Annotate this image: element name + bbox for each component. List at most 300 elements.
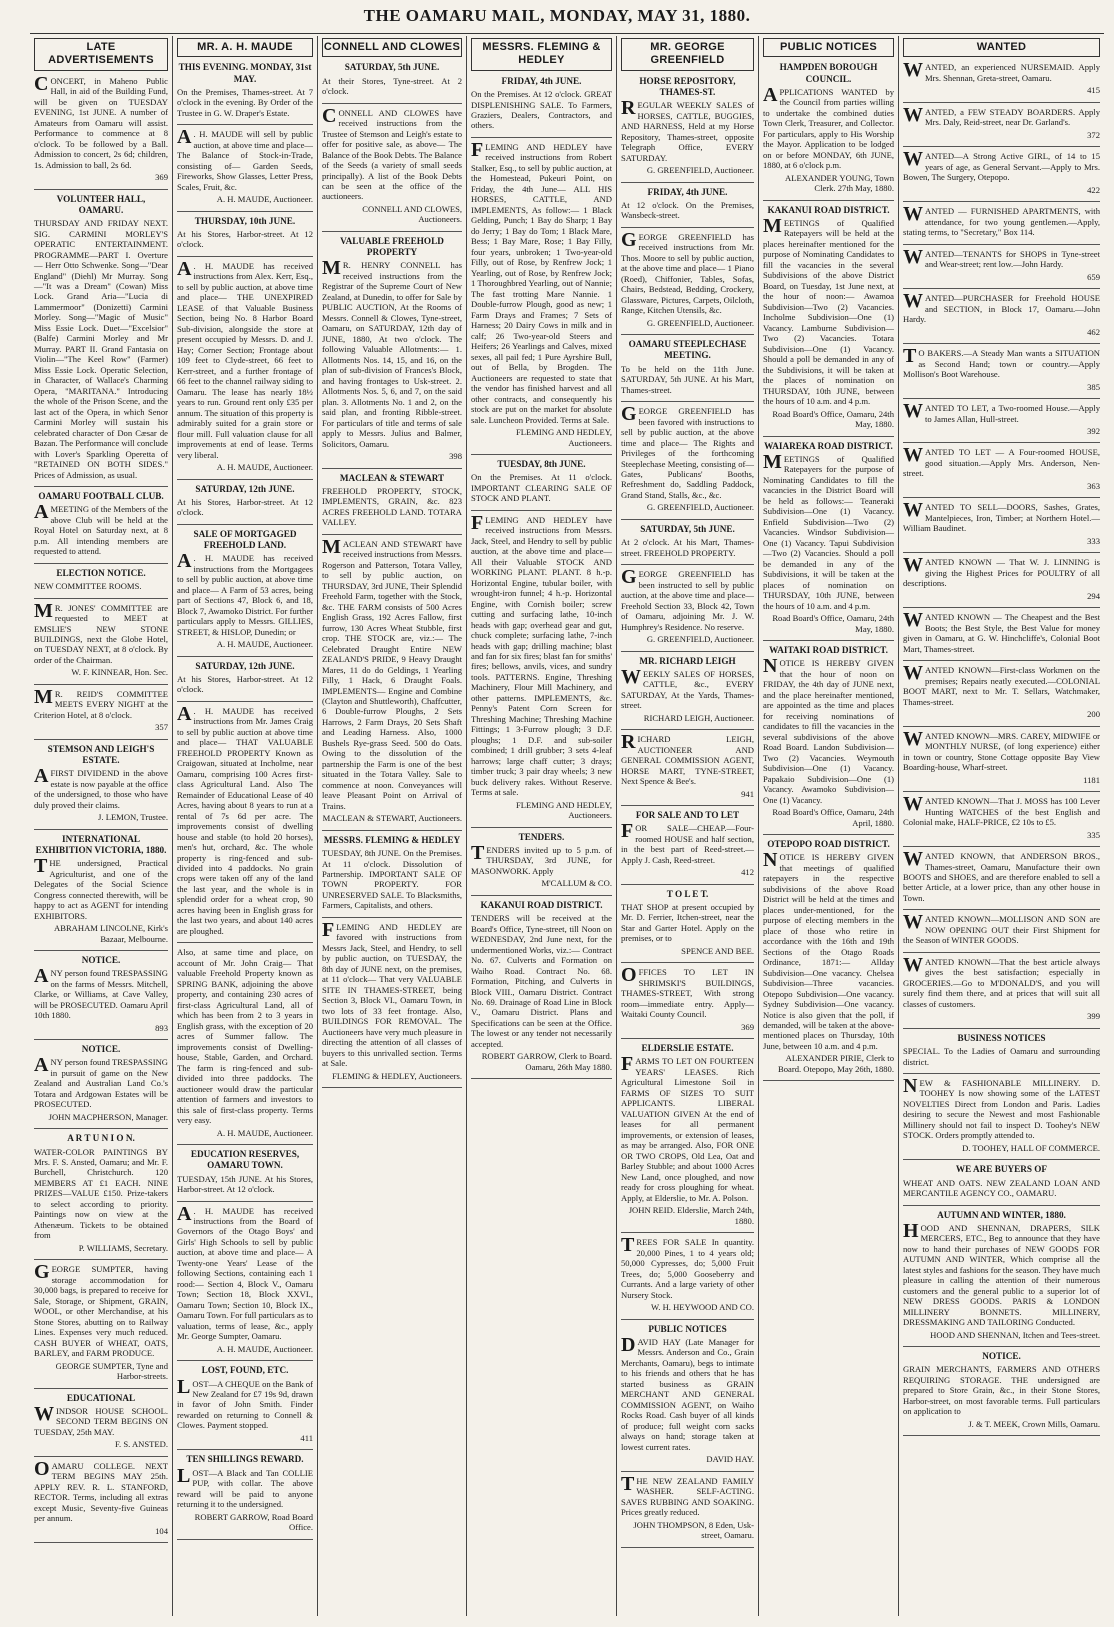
ad-text: TUESDAY, 15th JUNE. At his Stores, Harbor-street. At 12 o'clock. — [177, 1173, 313, 1195]
ad-separator — [34, 486, 168, 487]
ad-text: FFICES TO LET IN SHRIMSKI'S BUILDINGS, THAMES-STREET, With strong room—immediate entry. Apply—Waitaki County Council. — [621, 967, 754, 1020]
ad-signature: 415 — [1087, 85, 1100, 96]
ad-body — [763, 655, 894, 805]
drop-cap: T — [471, 841, 485, 864]
ad-text: LEMING AND HEDLEY are favored with instructions from Messrs Jack, Steel, and Hendry, to sell by public auction, on TUESDAY, the 8th day of JUNE next, on the premises, at 11 o'clock— That very VALUABLE SITE IN THAMES-STREET, being Section 3, Block VI., Oamaru Town, in two lots of 33 feet frontage. Also, BUILDINGS FOR REMOVAL. The Auctioneers have very much pleasure in directing the attention of all classes of buyers to this unrivalled section. Terms at Sale. — [322, 921, 462, 1069]
ad-separator — [177, 701, 313, 702]
ad-separator — [34, 684, 168, 685]
ad-text: . H. MAUDE has received instructions from the Mortgagees to sell by public auction, at above time and place— A Farm of 53 acres, being part of Sections 47, Block 6, and 18, Block 7, Awamoko District. For further particulars apply to Messrs. GILLIES, STREET, & HISLOP, Dunedin; or — [177, 553, 313, 637]
ad-body — [34, 599, 168, 666]
ad-text: FIRST DIVIDEND in the above estate is now payable at the office of the undersigned, to those who have duly proved their claims. — [34, 768, 168, 810]
advertisement — [177, 947, 313, 1138]
drop-cap: W — [903, 290, 923, 313]
ad-text: ONNELL AND CLOWES have received instructions from the Trustee of Stemson and Leigh's estate to offer for positive sale, as above— The Balance of the Book Debts. The Balance of the Seeds (a variety of small seeds principally). A list of the Book Debts can be seen at the office of the auctioneers. — [322, 107, 462, 202]
ad-separator — [903, 726, 1100, 727]
ad-title: WAIAREKA ROAD DISTRICT. — [764, 440, 893, 451]
advertisement — [322, 835, 462, 911]
ad-body — [763, 214, 894, 407]
ad-text: ANTED KNOWN — That W. J. LINNING is giving the Highest Prices for POULTRY of all descriptions. — [903, 557, 1100, 589]
ad-body — [621, 97, 754, 163]
ad-title: A R T U N I O N. — [67, 1133, 135, 1144]
drop-cap: T — [621, 1234, 635, 1257]
ad-text: OR SALE—CHEAP.—Four-roomed HOUSE and half section, in the best part of Reed-street.—Apply J. Cash, Reed-street. — [621, 823, 754, 865]
drop-cap: O — [34, 1457, 50, 1480]
ad-title: MESSRS. FLEMING & HEDLEY — [323, 834, 461, 845]
ad-signature: 335 — [1087, 829, 1100, 840]
ad-text: At 12 o'clock. On the Premises, Wansbeck-street. — [621, 199, 754, 221]
ad-body — [34, 72, 168, 170]
drop-cap: L — [177, 1375, 191, 1398]
ad-separator — [621, 1232, 754, 1233]
ad-text: OTICE IS HEREBY GIVEN that meetings of qualified ratepayers in the respective subdivisions of the above Road District will be held at the times and places under-mentioned, for the purpose of electing members in the place of those who retire in accordance with the 16th and 19th Sections of the Otago Roads Ordinance, 1871:— Allday Subdivision—One vacancy. Chelsea Subdivision—Three vacancies. Otepopo Subdivision—One vacancy. Sydney Subdivision—One vacancy. Notice is also given that the poll, if demanded, will be taken at the above-mentioned places on Thursday, 10th June, between 10 a.m. and 4 p.m. — [763, 852, 894, 1051]
ad-separator — [322, 231, 462, 232]
ad-title: TEN SHILLINGS REWARD. — [186, 1454, 304, 1465]
ad-body — [903, 345, 1100, 380]
ad-separator — [177, 211, 313, 212]
ad-text: WATER-COLOR PAINTINGS BY Mrs. F. S. Ansted, Oamaru; and Mr. F. Burchell, Christchurch. 120 MEMBERS AT £1 EACH. NINE PRIZES—VALUE £150. Prize-takers to select according to priority. Paintings now on view at the Athenæum. Tickets to be obtained from — [34, 1146, 168, 1241]
drop-cap: W — [903, 911, 923, 934]
ad-text: On the Premises, Thames-street. At 7 o'clock in the evening. By Order of the Trustee in G. W. Draper's Estate. — [177, 86, 313, 118]
advertisement — [471, 511, 612, 821]
ad-body — [621, 1333, 754, 1452]
ad-text: OTICE IS HEREBY GIVEN that the hour of noon on FRIDAY, the 4th day of JUNE next, and the place hereinafter mentioned, are appointed as the time and places for receiving nominations of candidates to fill the vacancies in the several subdivisions of the above Road Board. Landon Subdivision—Two (2) Vacancies. Weymouth Subdivision—One (1) Vacancy. Papakaio Subdivision—One (1) Vacancy. Awamoko Subdivision—One (1) Vacancy. — [763, 658, 894, 805]
ad-title: THURSDAY, 10th JUNE. — [194, 215, 296, 226]
advertisement — [177, 1202, 313, 1355]
ad-body — [621, 364, 754, 395]
advertisement — [621, 1324, 754, 1465]
advertisement — [34, 1261, 168, 1382]
ad-text: ANTED TO LET, a Two-roomed House.—Apply to James Allan, Hull-street. — [925, 403, 1100, 424]
ad-text: ANTED—A Strong Active GIRL, of 14 to 15 years of age, as General Servant.—Apply to Mrs. Bowen, The Surgery, Otepopo. — [903, 151, 1100, 183]
ad-separator — [903, 660, 1100, 661]
ad-body — [903, 290, 1100, 325]
drop-cap: W — [903, 609, 923, 632]
column-3 — [317, 36, 466, 1616]
ad-signature: 369 — [155, 172, 168, 183]
drop-cap: W — [903, 848, 923, 871]
ad-signature: MACLEAN & STEWART, Auctioneers. — [322, 813, 462, 824]
ad-separator — [621, 401, 754, 402]
drop-cap: R — [621, 731, 636, 754]
ad-title: OTEPOPO ROAD DISTRICT. — [767, 839, 890, 850]
ad-separator — [34, 1128, 168, 1129]
ad-text: O BAKERS.—A Steady Man wants a SITUATION as Second Hand; town or country.—Apply Mollison's Boot Warehouse. — [903, 348, 1100, 380]
ad-text: At 2 o'clock. At his Mart, Thames-street. FREEHOLD PROPERTY. — [621, 537, 754, 558]
ad-signature: D. TOOHEY, HALL OF COMMERCE. — [962, 1142, 1100, 1153]
drop-cap: W — [903, 727, 923, 750]
ad-text: WHEAT AND OATS. NEW ZEALAND LOAN AND MERCANTILE AGENCY CO., OAMARU. — [903, 1177, 1100, 1199]
advertisement — [621, 566, 754, 645]
ad-signature: Road Board's Office, Oamaru, 24th April, 1880. — [772, 807, 894, 828]
drop-cap: A — [177, 702, 192, 725]
ad-text: THURSDAY AND FRIDAY NEXT. SIG. CARMINI MORLEY'S OPERATIC ENTERTAINMENT. PROGRAMME—PART I. Overture — Herr Otto Schwenke. Song—"Dear England" (Diehl) Mr Murray. Song—"It was a Dream" (Cowan) Miss Lock. Grand Aria—"Lucia di Lammermoor" (Donizetti) Carmini Morley. Song—"Magic of Music" Miss Essie Lock. Duet—"Excelsior" (Balfe) Carmini Morley and Mr Murray. PART II. Grand Fantasia on Violin—"The Keel Row" (Farmer) Miss Essie Lock. Operatic Selection, in Character, of Wallace's Charming Opera, "MARITANA." Introducing the whole of the Prison Scene, and the last act of the Opera, in which Senor Carmini Morley will sustain his celebrated character of Don Cæsar de Bazan. The Performance will conclude with Lover's Sparkling Operetta of "RETAINED ON BOTH SIDES." Prices of Admission, as usual. — [34, 218, 168, 480]
ad-separator — [903, 398, 1100, 399]
ad-signature: 941 — [741, 788, 754, 799]
ad-title: OAMARU FOOTBALL CLUB. — [38, 491, 164, 502]
ad-signature: CONNELL AND CLOWES, Auctioneers. — [362, 203, 462, 225]
ad-separator — [763, 834, 894, 835]
advertisement — [34, 744, 168, 823]
ad-body — [471, 138, 612, 425]
ad-signature: G. GREENFIELD, Auctioneer. — [646, 502, 754, 513]
advertisement — [177, 1454, 313, 1532]
ad-body — [34, 581, 168, 591]
drop-cap: W — [621, 665, 641, 688]
ad-separator — [621, 1547, 754, 1548]
ad-signature: 411 — [300, 1432, 313, 1443]
drop-cap: N — [763, 849, 778, 872]
ad-title: ELDERSLIE ESTATE. — [641, 1043, 734, 1054]
ad-body — [903, 554, 1100, 589]
ad-signature: 363 — [1087, 480, 1100, 491]
ad-separator — [471, 510, 612, 511]
ad-signature: J. & T. MEEK, Crown Mills, Oamaru. — [968, 1418, 1100, 1429]
ad-body — [903, 911, 1100, 946]
ad-title: STEMSON AND LEIGH'S ESTATE. — [47, 743, 155, 766]
ad-separator — [621, 884, 754, 885]
ad-separator — [621, 1319, 754, 1320]
ad-body — [322, 76, 462, 97]
ad-signature: 357 — [155, 722, 168, 733]
ad-title: SATURDAY, 12th JUNE. — [195, 483, 295, 494]
ad-body — [621, 1472, 754, 1518]
advertisement — [322, 104, 462, 225]
drop-cap: M — [763, 450, 782, 473]
ad-body — [177, 497, 313, 518]
ad-text: ANTED KNOWN—First-class Workmen on the premises; Repairs neatly executed.—COLONIAL BOOT MART, next to Mr. T. Sellars, Watchmaker, Thames-street. — [903, 665, 1100, 707]
advertisement — [903, 400, 1100, 436]
column-4 — [466, 36, 616, 1616]
advertisement — [763, 645, 894, 828]
ad-text: REES FOR SALE In quantity. 20,000 Pines, 1 to 4 years old; 50,000 Cypresses, do; 5,000 Fruit Trees, do; 5,000 Gooseberry and Currants. And a large variety of other Nursery Stock. — [621, 1237, 754, 1300]
ad-body — [903, 400, 1100, 424]
ad-separator — [471, 1078, 612, 1079]
ad-separator — [177, 656, 313, 657]
ad-separator — [621, 651, 754, 652]
ad-text: OST—A Black and Tan COLLIE PUP, with collar. The above reward will be paid to anyone returning it to the undersigned. — [177, 1467, 313, 1510]
ad-separator — [903, 1073, 1100, 1074]
column-heading: MR. A. H. MAUDE — [177, 38, 313, 57]
ad-text: ANTED KNOWN — The Cheapest and the Best Boots; the Best Style, the Best Value for money given in Oamaru, at G. W. Hinchcliffe's, Colonial Boot Mart, Thames-street. — [903, 612, 1100, 654]
ad-body — [903, 245, 1100, 270]
advertisement — [763, 839, 894, 1074]
column-2 — [172, 36, 317, 1616]
ad-body — [903, 444, 1100, 479]
ad-title: HORSE REPOSITORY, THAMES-ST. — [639, 75, 736, 98]
ad-text: EORGE GREENFIELD has been instructed to sell by public auction, at the above time and place— Freehold Section 33, Block 42, Town of Oamaru, adjoining Mr. J. W. Humphrey's Residence. No reserve. — [621, 569, 754, 632]
ad-signature: A. H. MAUDE, Auctioneer. — [216, 639, 313, 650]
ad-body — [621, 228, 754, 316]
ad-text: ANTED, a FEW STEADY BOARDERS. Apply Mrs. Daly, Reid-street, near Dr. Garland's. — [925, 106, 1100, 128]
ad-separator — [903, 1205, 1100, 1206]
ad-body — [621, 200, 754, 221]
advertisement — [34, 955, 168, 1033]
ad-separator — [903, 1435, 1100, 1436]
ad-title: WE ARE BUYERS OF — [955, 1164, 1048, 1175]
ad-body — [903, 727, 1100, 773]
ad-separator — [903, 607, 1100, 608]
ad-body — [34, 1261, 168, 1359]
advertisement — [34, 1044, 168, 1122]
ad-signature: DAVID HAY. — [706, 1454, 754, 1465]
ad-body — [34, 1054, 168, 1110]
ad-signature: G. GREENFIELD, Auctioneer. — [646, 165, 754, 176]
ad-text: NY person found TRESPASSING in pursuit of game on the New Zealand and Australian Land Co.'s Totara and Ardgowan Estates will be PROSECUTED. — [34, 1057, 168, 1110]
advertisement — [177, 216, 313, 250]
drop-cap: D — [621, 1333, 636, 1356]
ad-body — [903, 59, 1100, 83]
ad-signature: F. S. ANSTED. — [114, 1439, 168, 1450]
advertisement — [177, 126, 313, 205]
ad-body — [621, 403, 754, 500]
ad-signature: JOHN THOMPSON, 8 Eden, Usk-street, Oamaru. — [633, 1519, 754, 1541]
ad-body — [903, 793, 1100, 828]
ad-signature: G. GREENFIELD, Auctioneer. — [646, 317, 754, 328]
ad-separator — [621, 334, 754, 335]
ad-separator — [903, 552, 1100, 553]
advertisement — [903, 148, 1100, 195]
advertisement — [322, 535, 462, 824]
advertisement — [903, 245, 1100, 282]
ad-signature: 893 — [155, 1022, 168, 1033]
ad-body — [34, 1402, 168, 1437]
drop-cap: W — [903, 662, 923, 685]
ad-signature: FLEMING & HEDLEY, Auctioneers. — [332, 1070, 462, 1081]
ad-text: At his Stores, Harbor-street. At 12 o'clock. — [177, 228, 313, 250]
ad-body — [322, 257, 462, 449]
drop-cap: M — [322, 257, 341, 280]
ad-signature: W. H. HEYWOOD AND CO. — [650, 1302, 754, 1313]
advertisement — [903, 103, 1100, 140]
drop-cap: A — [763, 83, 778, 106]
ad-title: INTERNATIONAL EXHIBITION VICTORIA, 1880. — [35, 833, 167, 855]
ad-separator — [903, 1346, 1100, 1347]
ad-title: THIS EVENING. MONDAY, 31st MAY. — [178, 62, 312, 84]
ad-separator — [903, 288, 1100, 289]
ad-title: TUESDAY, 8th JUNE. — [497, 459, 586, 470]
ad-text: R. REID'S COMMITTEE MEETS EVERY NIGHT at the Criterion Hotel, at 8 o'clock. — [34, 688, 168, 720]
ad-separator — [177, 1539, 313, 1540]
advertisement — [471, 138, 612, 448]
ad-separator — [34, 189, 168, 190]
ad-separator — [903, 1028, 1100, 1029]
drop-cap: M — [322, 535, 341, 558]
column-heading: PUBLIC NOTICES — [763, 38, 894, 57]
ad-separator — [903, 909, 1100, 910]
ad-body — [621, 902, 754, 944]
ad-signature: HOOD AND SHENNAN, Itchen and Tees-street. — [930, 1329, 1100, 1340]
ad-body — [322, 535, 462, 812]
ad-text: ANTED KNOWN—MOLLISON AND SON are NOW OPENING OUT their First Shipment for the Season of WINTER GOODS. — [903, 914, 1100, 946]
ad-separator — [34, 563, 168, 564]
advertisement — [903, 848, 1100, 903]
column-heading: MR. GEORGE GREENFIELD — [621, 38, 754, 71]
ad-body — [621, 820, 754, 865]
advertisement — [621, 889, 754, 957]
drop-cap: N — [903, 1074, 918, 1097]
advertisement — [763, 205, 894, 430]
ad-body — [177, 947, 313, 1125]
advertisement — [177, 257, 313, 473]
advertisement — [903, 953, 1100, 1022]
ad-body — [34, 685, 168, 720]
ad-title: WAITAKI ROAD DISTRICT. — [769, 645, 888, 656]
ad-signature: 398 — [449, 451, 462, 462]
ad-text: EETINGS of Qualified Ratepayers for the purpose of Nominating Candidates to fill the vacancies in the District Board will be held as follows:— Teaneraki Subdivision—One (1) Vacancy. Enfield Subdivision—Two (2) Vacancies. Windsor Subdivision—One (1) Vacancy. Tapui Subdivision—Two (2) Vacancies. Should a poll be demanded in any of the Subdivisions, it will be taken at the places of nomination on THURSDAY, 10th JUNE, between the hours of 10 a.m. and 4 p.m. — [763, 453, 894, 611]
ad-body — [903, 148, 1100, 183]
ad-signature: J. LEMON, Trustee. — [98, 812, 168, 823]
ad-text: ANTED KNOWN—That J. MOSS has 100 Lever Hunting WATCHES of the best English and Colonial make, HALF-PRICE, £2 10s to £5. — [903, 796, 1100, 828]
ad-body — [903, 1364, 1100, 1416]
ad-text: EETINGS of Qualified Ratepayers will be held at the places hereinafter mentioned for the purpose of Nominating Candidates to fill the vacancies in the several Subdivisions of the above District Board, on Tuesday, 1st June next, at the hour of noon:— Awamoa Subdivision—Two (2) Vacancies. Incholme Subdivision—One (1) Vacancy. Lamburne Subdivision—Two (2) Vacancies. Totara Subdivision—One (1) Vacancy. Should a poll be demanded in any of the Subdivisions, it will be taken at the places of nomination on THURSDAY, 10th JUNE, between the hours of 10 a.m. and 4 p.m. — [763, 217, 894, 407]
ad-body — [903, 662, 1100, 707]
ad-signature: 385 — [1087, 381, 1100, 392]
ad-body — [763, 450, 894, 611]
ad-signature: ROBERT GARROW, Road Board Office. — [194, 1511, 313, 1533]
ad-text: On the Premises. At 11 o'clock. IMPORTANT CLEARING SALE OF STOCK AND PLANT. — [471, 472, 612, 504]
ad-text: ANTED KNOWN, that ANDERSON BROS., Thames-street, Oamaru, Manufacture their own BOOTS and SHOES, and are therefore enabled to sell a better Article, at a lower price, than any other house in Town. — [903, 851, 1100, 903]
drop-cap: A — [34, 501, 49, 524]
drop-cap: L — [177, 1464, 191, 1487]
ad-signature: 1181 — [1083, 774, 1100, 785]
advertisement — [903, 499, 1100, 546]
ad-body — [34, 855, 168, 921]
ad-text: ANTED—TENANTS for SHOPS in Tyne-street and Wear-street; rent low.—John Hardy. — [925, 248, 1100, 270]
ad-separator — [471, 827, 612, 828]
advertisement — [903, 1033, 1100, 1067]
ad-text: . H. MAUDE has received instructions from Mr. James Craig to sell by public auction at above time and place— THAT VALUABLE FREEHOLD PROPERTY Known as Craigowan, situated at Incholme, near Oamaru, comprising 100 Acres first-class Agricultural Land. Also The Remainder of Educational Lease of 40 Acres, having about 8 years to run at a rental of 7s 6d per acre. The improvements consist of dwelling house and stable (to hold 20 horses), men's hut, orchard, &c. The whole property is ring-fenced and sub-divided into 4 paddocks. No grain crops were taken off any of the land the last year, and the whole is in splendid order for a wheat crop, 90 acres having been in English grass for the last two years, and about 140 acres are ploughed. — [177, 705, 313, 936]
ad-body — [621, 537, 754, 558]
ad-body — [177, 126, 313, 192]
ad-separator — [621, 962, 754, 963]
advertisement — [903, 662, 1100, 720]
drop-cap: F — [322, 918, 335, 941]
advertisement — [903, 1351, 1100, 1429]
ad-body — [903, 499, 1100, 534]
ad-separator — [34, 1259, 168, 1260]
ad-body — [177, 1464, 313, 1510]
advertisement — [621, 524, 754, 558]
column-6 — [758, 36, 898, 1616]
ad-signature: FLEMING AND HEDLEY, Auctioneers. — [515, 427, 612, 448]
advertisement — [621, 1043, 754, 1226]
ad-separator — [471, 454, 612, 455]
ad-body — [34, 1147, 168, 1241]
ad-signature: A. H. MAUDE, Auctioneer. — [216, 462, 313, 473]
ad-text: LEMING AND HEDLEY have received instructions from Robert Stalker, Esq., to sell by public auction, at the Homestead, Pukeuri Point, on Friday, the 4th June— ALL HIS HORSES, CATTLE, AND IMPLEMENTS, As follow:— 1 Black Gelding, Punch; 1 Bay do Sharp; 1 Bay do Jerry; 1 Bay do Tom; 1 Black Mare, Bess; 1 Bay Mare, Rose; 1 Bay Filly, four years, unbroken; 1 Two-year-old Filly, out of Rose, by Renfrew Jock; 1 Yearling, out of Rose, by Renfrew Jock; 1 Thoroughbred Yearling, out of Nannie; The fast trotting Mare Nannie. 1 Double-furrow Plough, good as new; 1 Farm Drays and Frames; 7 Sets of Harness; 20 Dairy Cows in milk and in calf; 26 Two-year-old Steers and Heifers; 26 Yearlings and Calves, mixed sexes, all pail fed; 1 Pure Ayrshire Bull, out of Bella, by Brogden. The Auctioneers are requested to state that the vendor has finished harvest and all other contracts, and consequently his stock are put on the market for absolute sale. Luncheon Provided. Terms at Sale. — [471, 141, 612, 425]
advertisement — [471, 832, 612, 889]
ad-body — [621, 964, 754, 1020]
drop-cap: A — [177, 550, 192, 573]
ad-text: . H. MAUDE has received instructions from Alex. Kerr, Esq., to sell by public auction, at above time and place— THE UNEXPIRED LEASE of that Valuable Business Section, being No. 8 Harbor Board Sub-division, alongside the store at present occupied by Messrs. D. and J. Hay; Corner Section; Frontage about 109 feet to Clyde-street, 66 feet to Kerr-street, and a further frontage of 66 feet to the channel railway siding to Oamaru. The lease has nearly 18½ years to run. Ground rent only £35 per annum. The situation of this property is admirably suited for a grain store or flour mill. Full valuation clause for all improvements at end of lease. Terms very liberal. — [177, 260, 313, 460]
ad-title: SALE OF MORTGAGED FREEHOLD LAND. — [193, 528, 297, 550]
ad-body — [471, 89, 612, 131]
drop-cap: M — [34, 599, 53, 622]
ad-separator — [763, 200, 894, 201]
advertisement — [903, 345, 1100, 392]
advertisement — [34, 1393, 168, 1450]
ad-title: PUBLIC NOTICES — [648, 1323, 727, 1334]
ad-title: NOTICE. — [982, 1351, 1021, 1362]
ad-text: ENDERS invited up to 5 p.m. of THURSDAY, 3rd JUNE, for MASONWORK. Apply — [471, 844, 612, 876]
ad-signature: RICHARD LEIGH, Auctioneer. — [643, 712, 754, 723]
ad-separator — [177, 942, 313, 943]
ad-separator — [763, 436, 894, 437]
advertisement — [903, 1074, 1100, 1153]
ad-text: EORGE SUMPTER, having storage accommodation for 30,000 bags, is prepared to receive for Sale, Storage, or Shipment, GRAIN, WOOL, or other Merchandise, at his Stone Stores, abutting on to Railway Lines. Expenses very much reduced. CASH BUYER of WHEAT, OATS, BARLEY, and FARM PRODUCE. — [34, 1264, 168, 1359]
ad-body — [471, 511, 612, 798]
ad-text: FREEHOLD PROPERTY, STOCK, IMPLEMENTS, GRAIN, &c. 823 ACRES FREEHOLD LAND. TOTARA VALLEY. — [322, 485, 462, 528]
advertisement — [621, 228, 754, 328]
advertisement — [34, 568, 168, 592]
ad-signature: ALEXANDER PIRIE, Clerk to Board. Otepopo, May 26th, 1880. — [777, 1053, 894, 1074]
ad-body — [471, 841, 612, 876]
column-7 — [898, 36, 1104, 1616]
drop-cap: W — [903, 59, 923, 82]
ad-separator — [903, 952, 1100, 953]
drop-cap: A — [177, 126, 192, 149]
ad-text: On the Premises. At 12 o'clock. GREAT DISPLENISHING SALE. To Farmers, Graziers, Dealers, Contractors, and others. — [471, 89, 612, 131]
ad-separator — [34, 1388, 168, 1389]
ad-text: ANTED—PURCHASER for Freehold HOUSE and SECTION, in Block 17, Oamaru.—John Hardy. — [903, 293, 1100, 325]
ad-text: R. JONES' COMMITTEE are requested to MEET at EMSLIE'S NEW STONE BUILDINGS, next the Globe Hotel, on TUESDAY NEXT, at 8 o'clock. By order of the Chairman. — [34, 602, 168, 665]
ad-text: ANTED TO SELL—DOORS, Sashes, Grates, Mantelpieces, Iron, Timber; at Northern Hotel.—William Baudinet. — [903, 502, 1100, 534]
ad-title: HAMPDEN BOROUGH COUNCIL. — [779, 62, 878, 84]
ad-separator — [763, 1080, 894, 1081]
advertisement — [34, 599, 168, 678]
ad-separator — [34, 739, 168, 740]
advertisement — [322, 473, 462, 528]
ad-title: AUTUMN AND WINTER, 1880. — [937, 1209, 1066, 1220]
ad-separator — [34, 829, 168, 830]
drop-cap: W — [903, 953, 923, 976]
ad-title: EDUCATIONAL — [66, 1392, 136, 1403]
advertisement — [177, 661, 313, 695]
advertisement — [903, 59, 1100, 96]
ad-signature: 333 — [1087, 535, 1100, 546]
advertisement — [621, 1234, 754, 1313]
ad-separator — [903, 1159, 1100, 1160]
ad-body — [177, 229, 313, 250]
ad-text: AVID HAY (Late Manager for Messrs. Anderson and Co., Grain Merchants, Oamaru), begs to intimate to his friends and others that he has started business as GRAIN MERCHANT AND GENERAL COMMISSION AGENT, on Waiho Rocks Road. Cash buyer of all kinds of produce; full weight corn sacks always on hand; storage taken at lowest current rates. — [621, 1336, 754, 1452]
ad-body — [34, 501, 168, 557]
advertisement — [903, 203, 1100, 238]
masthead-rule — [30, 33, 1104, 34]
drop-cap: W — [34, 1402, 54, 1425]
advertisement — [903, 1210, 1100, 1341]
ad-separator — [322, 1087, 462, 1088]
ad-separator — [322, 830, 462, 831]
ad-signature: Road Board's Office, Oamaru, 24th May, 1880. — [772, 613, 894, 634]
ad-body — [621, 731, 754, 787]
ad-title: FRIDAY, 4th JUNE. — [501, 75, 582, 86]
ad-title: SATURDAY, 12th JUNE. — [195, 660, 295, 671]
drop-cap: F — [471, 511, 484, 534]
ad-signature: 462 — [1087, 326, 1100, 337]
ad-separator — [471, 137, 612, 138]
ad-signature: G. GREENFIELD, Auctioneer. — [646, 634, 754, 645]
ad-text: TENDERS will be received at the Board's Office, Tyne-street, till Noon on WEDNESDAY, 2nd June next, for the undermentioned Works, viz.:— Contract No. 67. Culverts and Formation on Waiho Road. Contract No. 68. Formation, Pitching, and Culverts in Block VIII., Oamaru District. Contract No. 69. Drainage of Road Line in Block V., Oamaru District. Plans and Specifications can be seen at the Office. The lowest or any tender not necessarily accepted. — [471, 913, 612, 1049]
drop-cap: G — [621, 566, 637, 589]
ad-body — [471, 472, 612, 503]
ad-text: NEW COMMITTEE ROOMS. — [34, 581, 142, 592]
ad-separator — [621, 1038, 754, 1039]
ad-body — [34, 1457, 168, 1524]
advertisement — [903, 609, 1100, 654]
ad-body — [621, 1053, 754, 1203]
ad-title: KAKANUI ROAD DISTRICT. — [767, 204, 890, 215]
advertisement — [903, 911, 1100, 946]
